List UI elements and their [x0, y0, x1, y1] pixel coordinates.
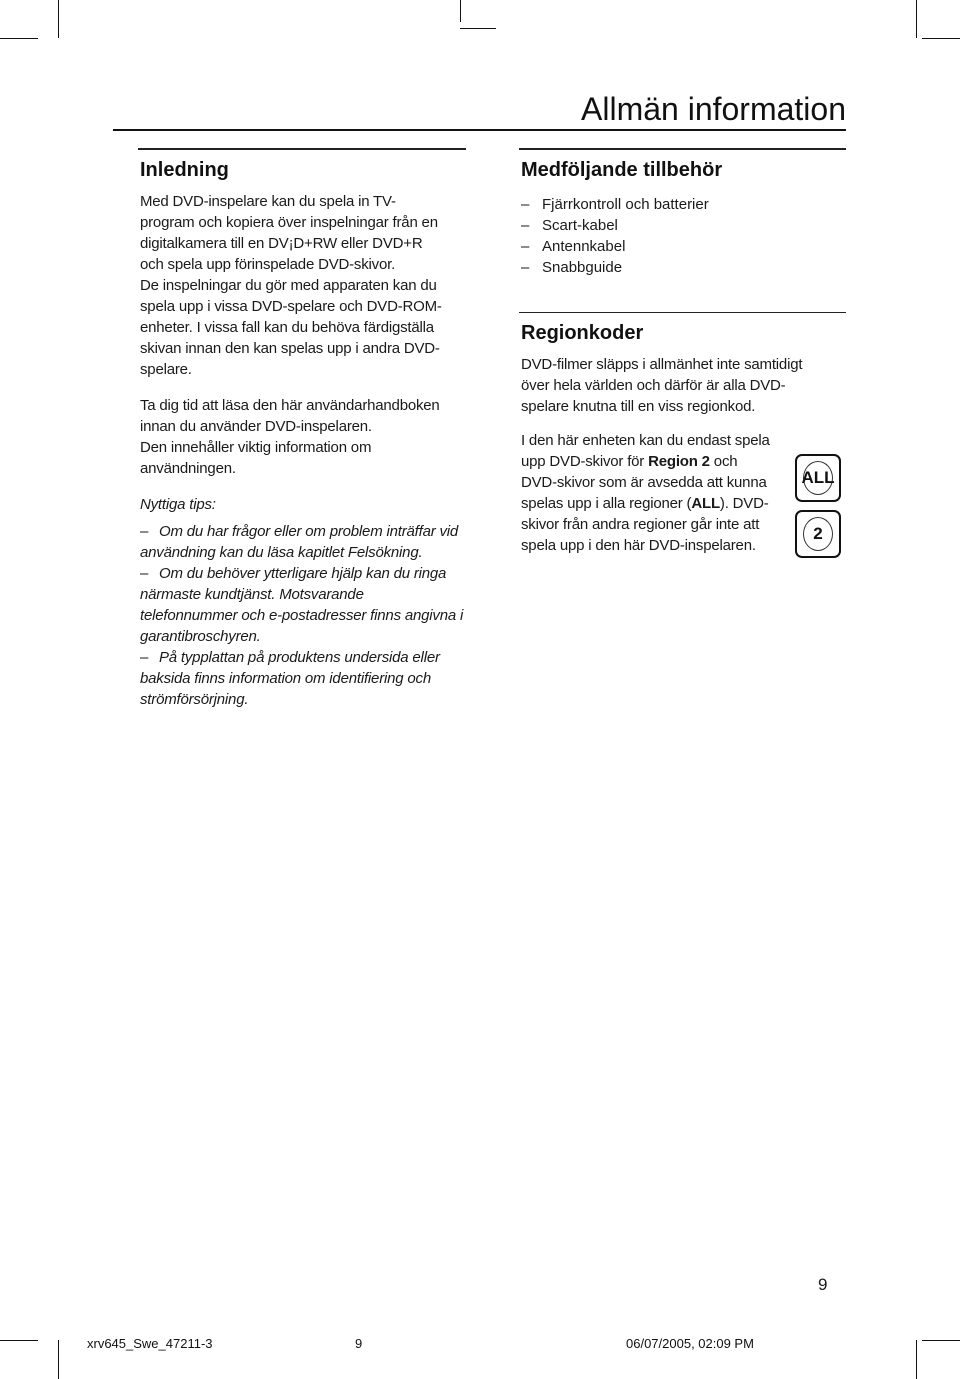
intro-line: och spela upp förinspelade DVD-skivor.	[140, 255, 396, 273]
region-2-logo	[795, 510, 841, 558]
page-number: 9	[818, 1275, 828, 1294]
region-logos	[795, 454, 845, 566]
region-all-logo	[795, 454, 841, 502]
crop-mark	[0, 1340, 38, 1341]
intro-line: skivan innan den kan spelas upp i andra DVD-	[140, 339, 440, 357]
crop-mark	[58, 0, 59, 38]
accessories-list	[521, 194, 846, 278]
text-run: upp DVD-skivor för	[521, 453, 649, 470]
tip-line: baksida finns information om identifiering och	[140, 669, 431, 687]
region-body-line: I den här enheten kan du endast spela	[521, 432, 770, 449]
crop-mark	[0, 38, 38, 39]
tips-block	[140, 494, 466, 710]
all-label: ALL	[691, 495, 720, 512]
footer-file: xrv645_Swe_47211-3	[87, 1336, 213, 1351]
tip-line: garantibroschyren.	[140, 627, 261, 645]
crop-mark	[916, 0, 917, 38]
list-item: – Fjärrkontroll och batterier	[521, 194, 846, 215]
region-2-logo-label: 2	[813, 524, 823, 543]
footer-page: 9	[355, 1336, 363, 1351]
intro-line: spela upp i vissa DVD-spelare och DVD-ROM-	[140, 297, 442, 315]
crop-mark	[58, 1340, 59, 1379]
intro-line: spelare.	[140, 360, 192, 378]
list-item: – Snabbguide	[521, 257, 846, 278]
text-run: och	[709, 453, 738, 470]
read-line: Den innehåller viktig information om	[140, 438, 372, 456]
read-line: användningen.	[140, 459, 236, 477]
header-rule	[113, 129, 846, 131]
tip-line: – På typplattan på produktens undersida eller	[140, 647, 466, 668]
tip-line: strömförsörjning.	[140, 690, 249, 708]
intro-line: enheter. I vissa fall kan du behöva färdigställa	[140, 318, 434, 336]
tips-heading: Nyttiga tips:	[140, 495, 216, 513]
intro-line: Med DVD-inspelare kan du spela in TV-	[140, 192, 396, 210]
tip-line: användning kan du läsa kapitlet Felsökning.	[140, 543, 423, 561]
region-body-line: DVD-skivor som är avsedda att kunna	[521, 474, 767, 491]
intro-line: digitalkamera till en DV¡D+RW eller DVD+R	[140, 234, 423, 252]
region-intro	[521, 354, 846, 417]
region-heading: Regionkoder	[521, 322, 644, 344]
footer-date: 06/07/2005, 02:09 PM	[626, 1336, 754, 1351]
crop-mark	[922, 1340, 960, 1341]
read-line: Ta dig tid att läsa den här användarhandboken	[140, 396, 440, 414]
tip-line: – Om du behöver ytterligare hjälp kan du ringa	[140, 563, 466, 584]
crop-mark	[460, 28, 496, 29]
crop-mark	[916, 1340, 917, 1379]
intro-heading: Inledning	[140, 158, 229, 181]
region-intro-line: DVD-filmer släpps i allmänhet inte samtidigt	[521, 356, 803, 373]
right-column	[521, 148, 846, 556]
left-column	[140, 148, 466, 710]
region-intro-line: över hela världen och därför är alla DVD-	[521, 377, 786, 394]
crop-mark	[460, 0, 461, 22]
region-body-line: spela upp i den här DVD-inspelaren.	[521, 537, 756, 554]
read-paragraph	[140, 395, 466, 479]
tip-line: – Om du har frågor eller om problem inträffar vid	[140, 521, 466, 542]
region-body-line: skivor från andra regioner går inte att	[521, 516, 760, 533]
region-intro-line: spelare knutna till en viss regionkod.	[521, 398, 756, 415]
accessories-heading: Medföljande tillbehör	[521, 158, 723, 181]
text-run: ). DVD-	[719, 495, 769, 512]
list-item: – Scart-kabel	[521, 215, 846, 236]
region-2-label: Region 2	[648, 453, 710, 470]
tip-line: närmaste kundtjänst. Motsvarande	[140, 585, 364, 603]
list-item: – Antennkabel	[521, 236, 846, 257]
read-line: innan du använder DVD-inspelaren.	[140, 417, 372, 435]
intro-line: De inspelningar du gör med apparaten kan du	[140, 276, 437, 294]
text-run: spelas upp i alla regioner (	[521, 495, 692, 512]
page-title: Allmän information	[581, 91, 846, 127]
tip-line: telefonnummer och e-postadresser finns angivna i	[140, 606, 464, 624]
region-all-logo-label: ALL	[801, 468, 835, 487]
intro-line: program och kopiera över inspelningar från en	[140, 213, 438, 231]
crop-mark	[922, 38, 960, 39]
intro-paragraph	[140, 191, 466, 380]
